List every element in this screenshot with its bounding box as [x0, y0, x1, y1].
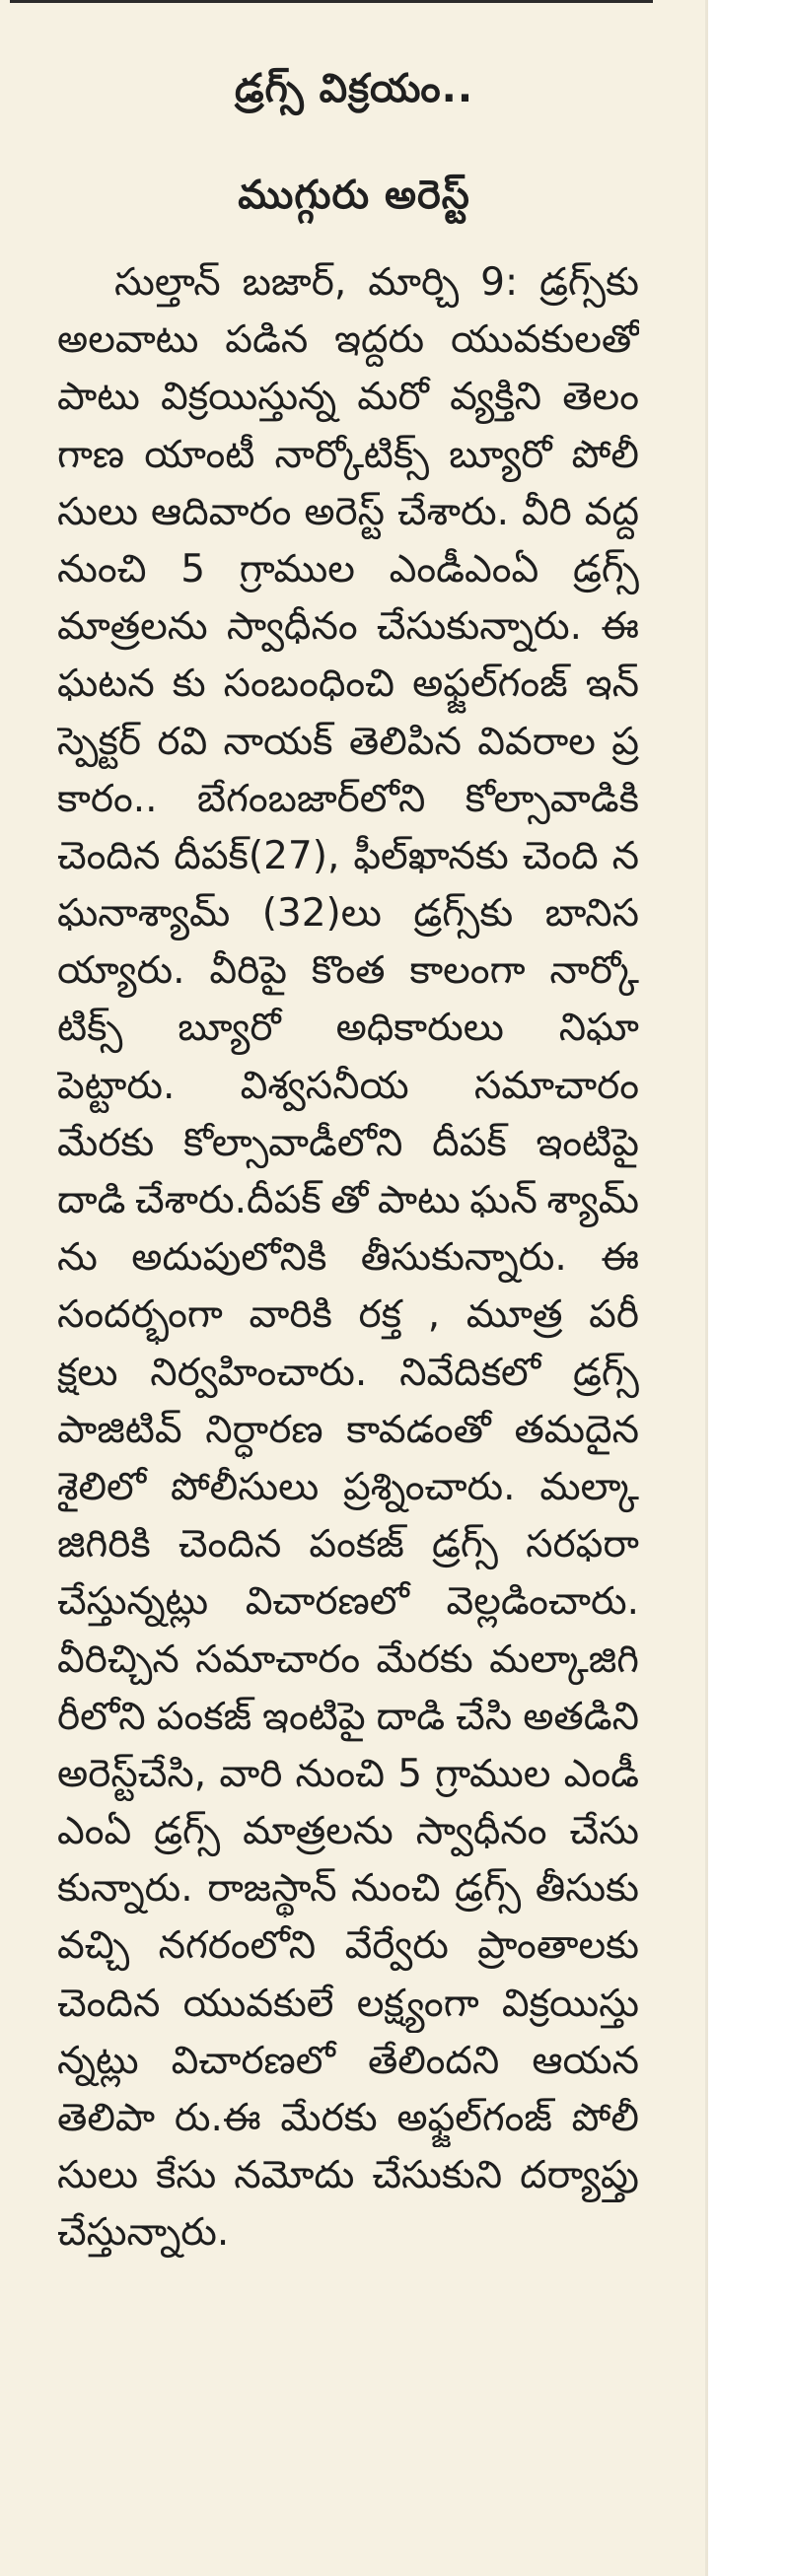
headline-line-1: డ్రగ్స్ విక్రయం.. — [234, 66, 474, 111]
article-line: తెలిపా రు.ఈ మేరకు అఫ్జల్‌గంజ్ పోలీ — [57, 2096, 639, 2140]
article-line: చెందిన యువకులే లక్ష్యంగా విక్రయిస్తు — [57, 1981, 639, 2026]
article-line: దాడి చేశారు.దీపక్ తో పాటు ఘన్ శ్యామ్ — [57, 1178, 639, 1222]
article-line: అలవాటు పడిన ఇద్దరు యువకులతో — [57, 317, 639, 363]
article-line: సులు కేసు నమోదు చేసుకుని దర్యాప్తు — [57, 2153, 639, 2198]
article-line: చేస్తున్నారు. — [57, 2210, 230, 2256]
article-line: నుంచి 5 గ్రాముల ఎండీఎంఏ డ్రగ్స్ — [57, 546, 639, 592]
article-line: శైలిలో పోలీసులు ప్రశ్నించారు. మల్కా — [57, 1464, 639, 1509]
headline-line-2: ముగ్గురు అరెస్ట్ — [238, 173, 470, 218]
article-line: పాటు విక్రయిస్తున్న మరో వ్యక్తిని తెలం — [57, 375, 639, 420]
article-line: టిక్స్ బ్యూరో అధికారులు నిఘా — [57, 1006, 639, 1051]
article-line: రీలోని పంకజ్ ఇంటిపై దాడి చేసి అతడిని — [57, 1694, 639, 1739]
article-line: వీరిచ్చిన సమాచారం మేరకు మల్కాజిగి — [57, 1636, 639, 1682]
article-line: సుల్తాన్ బజార్, మార్చి 9: డ్రగ్స్‌కు — [114, 260, 639, 305]
article-line: క్షలు నిర్వహించారు. నివేదికలో డ్రగ్స్ — [57, 1350, 639, 1395]
article-line: పెట్టారు. విశ్వసనీయ సమాచారం — [57, 1063, 639, 1108]
article-line: కున్నారు. రాజస్థాన్ నుంచి డ్రగ్స్ తీసుకు — [57, 1866, 639, 1912]
article-line: పాజిటివ్ నిర్ధారణ కావడంతో తమదైన — [57, 1407, 639, 1452]
article-line: మాత్రలను స్వాధీనం చేసుకున్నారు. ఈ — [57, 604, 639, 650]
top-rule — [10, 0, 653, 9]
article-line: గాణ యాంటీ నార్కోటిక్స్ బ్యూరో పోలీ — [57, 432, 639, 477]
article-line: ఎంఏ డ్రగ్స్ మాత్రలను స్వాధీనం చేసు — [57, 1809, 639, 1854]
article-line: ను అదుపులోనికి తీసుకున్నారు. ఈ — [57, 1235, 639, 1281]
article-line: మేరకు కోల్సావాడీలోని దీపక్ ఇంటిపై — [57, 1120, 639, 1165]
article-line: కారం.. బేగంబజార్‌లోని కోల్సావాడికి — [57, 776, 639, 821]
article-line: అరెస్ట్‌చేసి, వారి నుంచి 5 గ్రాముల ఎండీ — [57, 1751, 639, 1796]
article-line: య్యారు. వీరిపై కొంత కాలంగా నార్కో — [57, 948, 639, 994]
article-line: సందర్భంగా వారికి రక్త , మూత్ర పరీ — [57, 1292, 639, 1338]
article-line: చేస్తున్నట్లు విచారణలో వెల్లడించారు. — [57, 1579, 639, 1625]
article-line: జిగిరికి చెందిన పంకజ్ డ్రగ్స్ సరఫరా — [57, 1522, 639, 1567]
article-line: వచ్చి నగరంలోని వేర్వేరు ప్రాంతాలకు — [57, 1923, 639, 1969]
article-line: న్నట్లు విచారణలో తేలిందని ఆయన — [57, 2038, 639, 2083]
article-line: చెందిన దీపక్(27), ఫీల్‌ఖానకు చెంది న — [57, 833, 639, 878]
article-line: సులు ఆదివారం అరెస్ట్ చేశారు. వీరి వద్ద — [57, 489, 639, 534]
article-line: ఘనాశ్యామ్ (32)లు డ్రగ్స్‌కు బానిస — [57, 891, 639, 937]
headline — [0, 35, 708, 248]
article-body — [57, 254, 639, 2263]
article-line: ఘటన కు సంబంధించి అఫ్జల్‌గంజ్ ఇన్ — [57, 661, 639, 707]
article-line: స్పెక్టర్ రవి నాయక్ తెలిపిన వివరాల ప్ర — [57, 719, 639, 764]
